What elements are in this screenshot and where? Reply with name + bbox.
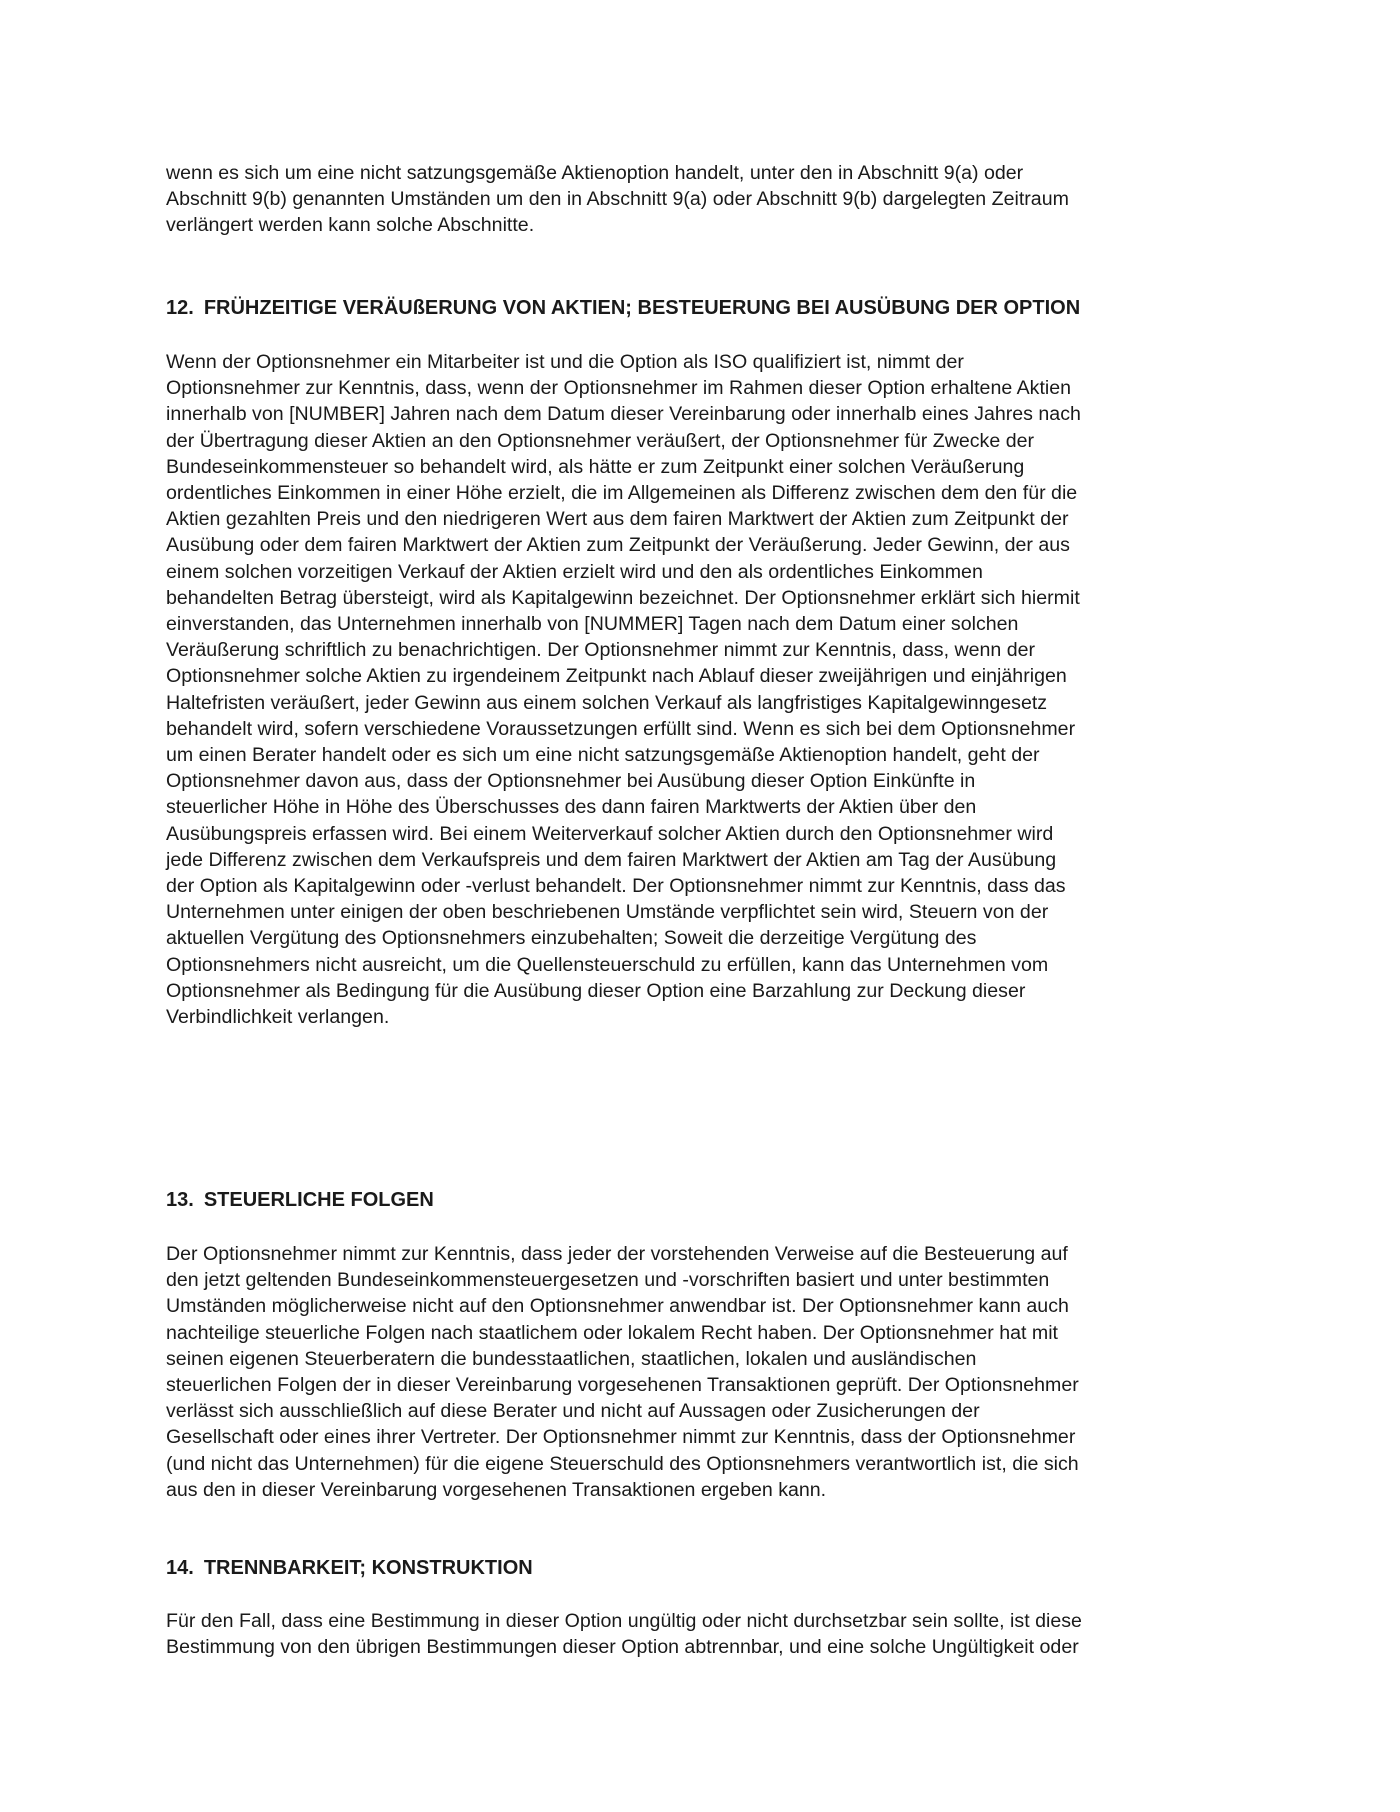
section-13-body: Der Optionsnehmer nimmt zur Kenntnis, dass jeder der vorstehenden Verweise auf die Besteuerung auf den jetzt geltenden Bundeseinkommensteuergesetzen und -vorschriften basiert und unter bestimmten Umständen möglicherweise nicht auf den Optionsnehmer anwendbar ist. Der Optionsnehmer kann auch nachteilige steuerliche Folgen nach staatlichem oder lokalem Recht haben. Der Optionsnehmer hat mit seinen eigenen Steuerberatern die bundesstaatlichen, staatlichen, lokalen und ausländischen steuerlichen Folgen der in dieser Vereinbarung vorgesehenen Transaktionen geprüft. Der Optionsnehmer verlässt sich ausschließlich auf diese Berater und nicht auf Aussagen oder Zusicherungen der Gesellschaft oder eines ihrer Vertreter. Der Optionsnehmer nimmt zur Kenntnis, dass der Optionsnehmer (und nicht das Unternehmen) für die eigene Steuerschuld des Optionsnehmers verantwortlich ist, die sich aus den in dieser Vereinbarung vorgesehenen Transaktionen ergeben kann. bbox=[166, 1243, 1079, 1501]
section-14-body: Für den Fall, dass eine Bestimmung in dieser Option ungültig oder nicht durchsetzbar sein sollte, ist diese Bestimmung von den übrigen Bestimmungen dieser Option abtrennbar, und eine solche Ungültigkeit oder bbox=[166, 1610, 1082, 1659]
section-14-number: 14. bbox=[166, 1557, 194, 1579]
section-14-heading bbox=[166, 1555, 1256, 1581]
section-13-heading bbox=[166, 1187, 1256, 1213]
section-12-title: FRÜHZEITIGE VERÄUßERUNG VON AKTIEN; BESTEUERUNG BEI AUSÜBUNG DER OPTION bbox=[203, 297, 1081, 319]
section-13-body-block bbox=[166, 1241, 1256, 1503]
intro-paragraph-block bbox=[166, 160, 1256, 239]
section-13-title: STEUERLICHE FOLGEN bbox=[203, 1189, 434, 1211]
section-12-body: Wenn der Optionsnehmer ein Mitarbeiter ist und die Option als ISO qualifiziert ist, nimmt der Optionsnehmer zur Kenntnis, dass, wenn der Optionsnehmer im Rahmen dieser Option erhaltene Aktien innerhalb von [NUMBER] Jahren nach dem Datum dieser Vereinbarung oder innerhalb eines Jahres nach der Übertragung dieser Aktien an den Optionsnehmer veräußert, der Optionsnehmer für Zwecke der Bundeseinkommensteuer so behandelt wird, als hätte er zum Zeitpunkt einer solchen Veräußerung ordentliches Einkommen in einer Höhe erzielt, die im Allgemeinen als Differenz zwischen dem den für die Aktien gezahlten Preis und den niedrigeren Wert aus dem fairen Marktwert der Aktien zum Zeitpunkt der Ausübung oder dem fairen Marktwert der Aktien zum Zeitpunkt der Veräußerung. Jeder Gewinn, der aus einem solchen vorzeitigen Verkauf der Aktien erzielt wird und den als ordentliches Einkommen behandelten Betrag übersteigt, wird als Kapitalgewinn bezeichnet. Der Optionsnehmer erklärt sich hiermit einverstanden, das Unternehmen innerhalb von [NUMMER] Tagen nach dem Datum einer solchen Veräußerung schriftlich zu benachrichtigen. Der Optionsnehmer nimmt zur Kenntnis, dass, wenn der Optionsnehmer solche Aktien zu irgendeinem Zeitpunkt nach Ablauf dieser zweijährigen und einjährigen Haltefristen veräußert, jeder Gewinn aus einem solchen Verkauf als langfristiges Kapitalgewinngesetz behandelt wird, sofern verschiedene Voraussetzungen erfüllt sind. Wenn es sich bei dem Optionsnehmer um einen Berater handelt oder es sich um eine nicht satzungsgemäße Aktienoption handelt, geht der Optionsnehmer davon aus, dass der Optionsnehmer bei Ausübung dieser Option Einkünfte in steuerlicher Höhe in Höhe des Überschusses des dann fairen Marktwerts der Aktien über den Ausübungspreis erfassen wird. Bei einem Weiterverkauf solcher Aktien durch den Optionsnehmer wird jede Differenz zwischen dem Verkaufspreis und dem fairen Marktwert der Aktien am Tag der Ausübung der Option als Kapitalgewinn oder -verlust behandelt. Der Optionsnehmer nimmt zur Kenntnis, dass das Unternehmen unter einigen der oben beschriebenen Umstände verpflichtet sein wird, Steuern von der aktuellen Vergütung des Optionsnehmers einzubehalten; Soweit die derzeitige Vergütung des Optionsnehmers nicht ausreicht, um die Quellensteuerschuld zu erfüllen, kann das Unternehmen vom Optionsnehmer als Bedingung für die Ausübung dieser Option eine Barzahlung zur Deckung dieser Verbindlichkeit verlangen. bbox=[166, 351, 1081, 1029]
section-12-body-block bbox=[166, 349, 1256, 1030]
section-12-number: 12. bbox=[166, 297, 194, 319]
section-12-heading bbox=[166, 295, 1256, 321]
intro-paragraph: wenn es sich um eine nicht satzungsgemäße Aktienoption handelt, unter den in Abschnitt 9(a) oder Abschnitt 9(b) genannten Umständen um den in Abschnitt 9(a) oder Abschnitt 9(b) dargelegten Zeitraum verlängert werden kann solche Abschnitte. bbox=[166, 162, 1069, 237]
section-14-title: TRENNBARKEIT; KONSTRUKTION bbox=[203, 1557, 533, 1579]
section-14-body-block bbox=[166, 1608, 1256, 1660]
section-13-number: 13. bbox=[166, 1189, 194, 1211]
